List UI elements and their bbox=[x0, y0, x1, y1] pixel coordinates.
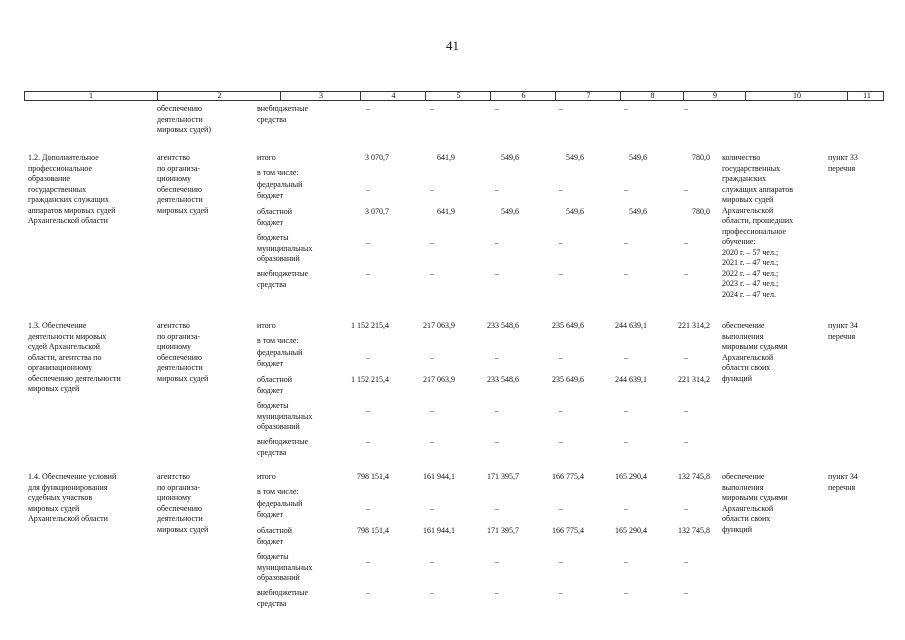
header-col-7: 7 bbox=[555, 92, 621, 100]
funding-source-label: бюджеты муниципальных образований bbox=[257, 552, 313, 582]
value-dash: – bbox=[430, 353, 434, 362]
value-cell: 244 639,1 bbox=[615, 375, 647, 384]
value-dash: – bbox=[430, 238, 434, 247]
funding-source-label: областной бюджет bbox=[257, 375, 293, 395]
value-dash: – bbox=[624, 353, 628, 362]
value-dash: – bbox=[624, 437, 628, 446]
value-cell: 166 775,4 bbox=[552, 472, 584, 481]
value-cell: 217 063,9 bbox=[423, 375, 455, 384]
value-dash: – bbox=[366, 185, 370, 194]
value-cell: 549,6 bbox=[501, 153, 519, 162]
activity-name: 1.3. Обеспечение деятельности мировых судей Архангельской области, агентства по организационному обеспечению деятельности мировых судей bbox=[28, 321, 121, 393]
value-cell: 1 152 215,4 bbox=[351, 321, 389, 330]
value-dash: – bbox=[559, 437, 563, 446]
value-cell: 161 944,1 bbox=[423, 526, 455, 535]
funding-source-label: федеральный бюджет bbox=[257, 180, 303, 200]
funding-source-label: федеральный бюджет bbox=[257, 348, 303, 368]
value-cell: 233 548,6 bbox=[487, 321, 519, 330]
value-dash: – bbox=[495, 269, 499, 278]
table-header-row bbox=[24, 91, 884, 101]
funding-source-label: внебюджетные средства bbox=[257, 437, 308, 457]
value-cell: 165 290,4 bbox=[615, 472, 647, 481]
expected-result: обеспечение выполнения мировыми судьями Архангельской области своих функций bbox=[722, 472, 788, 534]
value-dash: – bbox=[559, 557, 563, 566]
value-dash: – bbox=[430, 504, 434, 513]
value-dash: – bbox=[430, 185, 434, 194]
value-dash: – bbox=[495, 437, 499, 446]
funding-source-label: в том числе: bbox=[257, 487, 299, 496]
value-cell: 233 548,6 bbox=[487, 375, 519, 384]
value-dash: – bbox=[495, 588, 499, 597]
value-dash: – bbox=[495, 104, 499, 113]
value-cell: 132 745,8 bbox=[678, 472, 710, 481]
header-col-2: 2 bbox=[157, 92, 281, 100]
header-col-5: 5 bbox=[425, 92, 491, 100]
value-dash: – bbox=[366, 504, 370, 513]
value-dash: – bbox=[684, 588, 688, 597]
source-label: внебюджетные средства bbox=[257, 104, 308, 124]
value-dash: – bbox=[624, 269, 628, 278]
funding-source-label: бюджеты муниципальных образований bbox=[257, 401, 313, 431]
value-dash: – bbox=[684, 504, 688, 513]
value-cell: 549,6 bbox=[629, 153, 647, 162]
reference: пункт 33 перечня bbox=[828, 153, 858, 173]
value-cell: 171 395,7 bbox=[487, 472, 519, 481]
value-cell: 641,9 bbox=[437, 207, 455, 216]
value-cell: 3 070,7 bbox=[365, 153, 389, 162]
value-dash: – bbox=[684, 269, 688, 278]
executor-name: агентство по организа- ционному обеспечению деятельности мировых судей bbox=[157, 321, 209, 383]
value-dash: – bbox=[624, 238, 628, 247]
expected-result: обеспечение выполнения мировыми судьями Архангельской области своих функций bbox=[722, 321, 788, 383]
value-cell: 235 649,6 bbox=[552, 375, 584, 384]
value-cell: 235 649,6 bbox=[552, 321, 584, 330]
value-dash: – bbox=[559, 406, 563, 415]
executor-name: агентство по организа- ционному обеспечению деятельности мировых судей bbox=[157, 472, 209, 534]
value-cell: 221 314,2 bbox=[678, 321, 710, 330]
value-dash: – bbox=[684, 104, 688, 113]
header-col-4: 4 bbox=[360, 92, 426, 100]
value-dash: – bbox=[366, 104, 370, 113]
value-cell: 221 314,2 bbox=[678, 375, 710, 384]
page-number: 41 bbox=[446, 38, 459, 53]
value-dash: – bbox=[559, 353, 563, 362]
value-dash: – bbox=[559, 504, 563, 513]
value-cell: 549,6 bbox=[566, 153, 584, 162]
header-col-11: 11 bbox=[847, 92, 886, 100]
value-dash: – bbox=[559, 269, 563, 278]
value-cell: 171 395,7 bbox=[487, 526, 519, 535]
header-col-6: 6 bbox=[490, 92, 556, 100]
value-cell: 3 070,7 bbox=[365, 207, 389, 216]
value-cell: 549,6 bbox=[629, 207, 647, 216]
value-dash: – bbox=[684, 557, 688, 566]
activity-name: 1.2. Дополнительное профессиональное образование государственных гражданских служащих аппаратов мировых судей Архангельской области bbox=[28, 153, 116, 225]
expected-result: количество государственных гражданских служащих аппаратов мировых судей Архангельской области, прошедших профессиональное обучение: 2020 г. – 57 чел.; 2021 г. – 47 чел.; 2022 г. – 47 чел.; 2023 г. – 47 чел.; 2024 г. – 47 чел. bbox=[722, 153, 794, 299]
header-col-9: 9 bbox=[683, 92, 746, 100]
value-dash: – bbox=[495, 406, 499, 415]
value-dash: – bbox=[430, 557, 434, 566]
value-dash: – bbox=[366, 437, 370, 446]
funding-source-label: в том числе: bbox=[257, 168, 299, 177]
value-dash: – bbox=[495, 238, 499, 247]
funding-source-label: внебюджетные средства bbox=[257, 588, 308, 608]
reference: пункт 34 перечня bbox=[828, 472, 858, 492]
value-dash: – bbox=[624, 588, 628, 597]
value-cell: 780,0 bbox=[692, 207, 710, 216]
value-cell: 641,9 bbox=[437, 153, 455, 162]
value-dash: – bbox=[624, 104, 628, 113]
value-cell: 549,6 bbox=[501, 207, 519, 216]
value-dash: – bbox=[559, 104, 563, 113]
funding-source-label: бюджеты муниципальных образований bbox=[257, 233, 313, 263]
funding-source-label: итого bbox=[257, 321, 276, 330]
header-col-3: 3 bbox=[280, 92, 361, 100]
value-cell: 549,6 bbox=[566, 207, 584, 216]
value-dash: – bbox=[366, 238, 370, 247]
value-dash: – bbox=[559, 185, 563, 194]
value-dash: – bbox=[684, 238, 688, 247]
value-dash: – bbox=[430, 437, 434, 446]
activity-name: 1.4. Обеспечение условий для функционирования судебных участков мировых судей Архангельской области bbox=[28, 472, 117, 523]
value-cell: 244 639,1 bbox=[615, 321, 647, 330]
value-dash: – bbox=[624, 557, 628, 566]
header-col-8: 8 bbox=[620, 92, 684, 100]
value-dash: – bbox=[684, 353, 688, 362]
value-cell: 166 775,4 bbox=[552, 526, 584, 535]
value-dash: – bbox=[495, 353, 499, 362]
value-dash: – bbox=[366, 557, 370, 566]
executor-continuation: обеспечению деятельности мировых судей) bbox=[157, 104, 212, 134]
value-dash: – bbox=[624, 185, 628, 194]
value-cell: 132 745,8 bbox=[678, 526, 710, 535]
value-dash: – bbox=[684, 185, 688, 194]
value-dash: – bbox=[366, 406, 370, 415]
funding-source-label: итого bbox=[257, 472, 276, 481]
value-dash: – bbox=[430, 269, 434, 278]
funding-source-label: в том числе: bbox=[257, 336, 299, 345]
value-dash: – bbox=[495, 557, 499, 566]
value-cell: 161 944,1 bbox=[423, 472, 455, 481]
funding-source-label: областной бюджет bbox=[257, 526, 293, 546]
value-cell: 1 152 215,4 bbox=[351, 375, 389, 384]
value-dash: – bbox=[495, 504, 499, 513]
funding-source-label: внебюджетные средства bbox=[257, 269, 308, 289]
header-col-10: 10 bbox=[745, 92, 848, 100]
value-dash: – bbox=[559, 588, 563, 597]
reference: пункт 34 перечня bbox=[828, 321, 858, 341]
executor-name: агентство по организа- ционному обеспечению деятельности мировых судей bbox=[157, 153, 209, 215]
funding-source-label: итого bbox=[257, 153, 276, 162]
value-dash: – bbox=[684, 406, 688, 415]
funding-source-label: областной бюджет bbox=[257, 207, 293, 227]
value-dash: – bbox=[624, 504, 628, 513]
value-cell: 780,0 bbox=[692, 153, 710, 162]
value-dash: – bbox=[495, 185, 499, 194]
value-dash: – bbox=[684, 437, 688, 446]
value-cell: 798 151,4 bbox=[357, 526, 389, 535]
value-dash: – bbox=[430, 104, 434, 113]
value-dash: – bbox=[430, 406, 434, 415]
value-dash: – bbox=[624, 406, 628, 415]
value-cell: 165 290,4 bbox=[615, 526, 647, 535]
value-dash: – bbox=[366, 353, 370, 362]
value-dash: – bbox=[366, 588, 370, 597]
value-cell: 798 151,4 bbox=[357, 472, 389, 481]
header-col-1: 1 bbox=[89, 91, 93, 100]
value-dash: – bbox=[559, 238, 563, 247]
value-cell: 217 063,9 bbox=[423, 321, 455, 330]
value-dash: – bbox=[430, 588, 434, 597]
value-dash: – bbox=[366, 269, 370, 278]
funding-source-label: федеральный бюджет bbox=[257, 499, 303, 519]
